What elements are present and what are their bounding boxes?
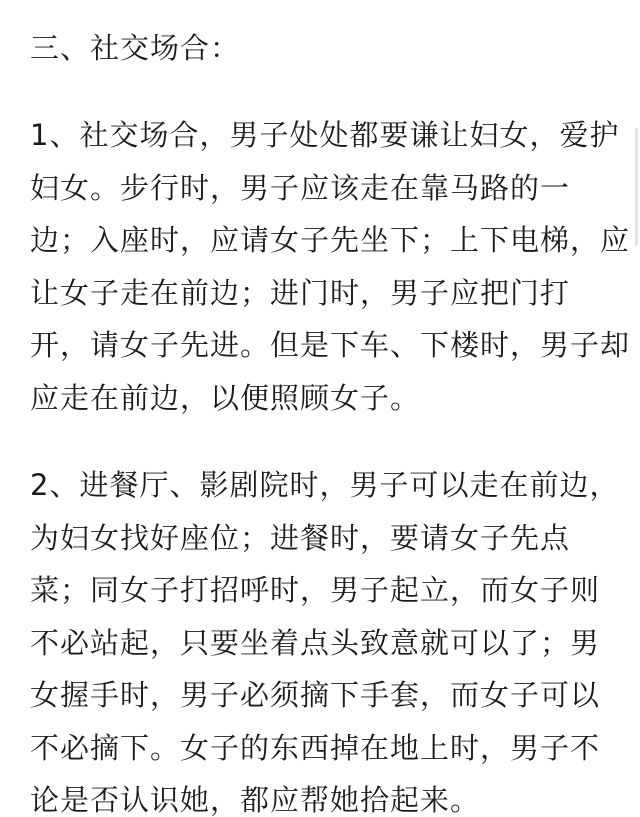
paragraph-line: 不必站起，只要坐着点头致意就可以了；男 [30, 625, 601, 660]
paragraph-line: 让女子走在前边；进门时，男子应把门打 [30, 275, 571, 310]
paragraph-line: 菜；同女子打招呼时，男子起立，而女子则 [30, 573, 601, 607]
paragraph-line: 应走在前边，以便照顾女子。 [30, 380, 421, 415]
section-heading: 三、社交场合： [30, 31, 241, 65]
paragraph-line: 边；入座时，应请女子先坐下；上下电梯，应 [30, 223, 631, 257]
paragraph-line: 1、社交场合，男子处处都要谦让妇女，爱护 [30, 118, 620, 152]
paragraph-line: 开，请女子先进。但是下车、下楼时，男子却 [30, 328, 631, 362]
paragraph-line: 2、进餐厅、影剧院时，男子可以走在前边， [30, 468, 620, 502]
paragraph-line: 女握手时，男子必须摘下手套，而女子可以 [30, 678, 601, 712]
paragraph-2 [30, 459, 620, 817]
paragraph-line: 为妇女找好座位；进餐时，要请女子先点 [30, 520, 571, 555]
scrollbar[interactable] [635, 128, 638, 246]
paragraph-line: 妇女。步行时，男子应该走在靠马路的一 [30, 170, 571, 205]
paragraph-line: 论是否认识她，都应帮她拾起来。 [30, 783, 481, 817]
paragraph-line: 不必摘下。女子的东西掉在地上时，男子不 [30, 730, 601, 765]
paragraph-1 [30, 109, 631, 424]
